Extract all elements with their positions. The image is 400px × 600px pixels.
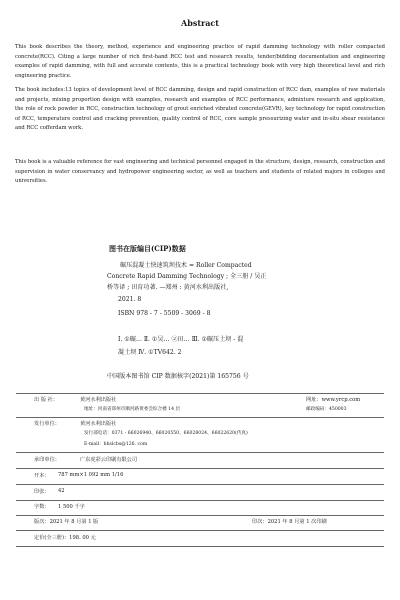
publisher-name: 黄河水利出版社 — [80, 397, 117, 403]
cip-title: 图书在版编目(CIP)数据 — [109, 244, 186, 253]
cip-isbn: ISBN 978 - 7 - 5509 - 3069 - 8 — [118, 310, 211, 317]
bottom-rule — [16, 546, 384, 547]
distributor-label: 发行单位： — [34, 421, 60, 427]
cip-verification: 中国版本图书馆 CIP 数据核字(2021)第 165756 号 — [107, 373, 249, 380]
address: 地址：河南省郑州市顺河路黄委会综合楼 14 层 — [84, 407, 181, 412]
email: E-mail：hhslcbs@126. com — [84, 442, 148, 447]
cip-entry-line: 碾压混凝土快速筑坝技术 = Roller Compacted — [120, 262, 252, 269]
row-label: 承印单位： — [34, 457, 60, 463]
abstract-heading: Abstract — [181, 18, 219, 28]
row-value: 广东虎彩云印刷有限公司 — [80, 457, 138, 463]
abstract-paragraph-1: This book describes the theory, method, experience and engineering practice of rapid damming technology with roller compacted concrete(RCC). Citing a large number of rich first-hand RCC test and research results, tender/bidding documentation and engineering examples of rapid damming, with full and accurate contents, this is a practical technology book with very high theoretical level and rich engineering practice. — [15, 44, 385, 79]
top-rule — [16, 393, 384, 394]
distributor-name: 黄河水利出版社 — [80, 421, 117, 427]
edition: 版次：2021 年 8 月第 1 版 — [34, 519, 99, 525]
divider — [16, 468, 384, 469]
printing: 印次：2021 年 8 月第 1 次印刷 — [252, 519, 327, 525]
abstract-paragraph-3: This book is a valuable reference for vast engineering and technical personnel engaged in the structure, design, research, construction and supervision in water conservancy and hydropower engineering sector, as well as teachers and students of related majors in colleges and universities. — [15, 159, 385, 185]
row-label: 开本： — [34, 473, 50, 479]
row-value: 787 mm×1 092 mm 1/16 — [58, 472, 124, 478]
cip-entry-line: Concrete Rapid Damming Technology ; 全三册 / 吴正 — [107, 273, 267, 280]
abstract-paragraph-2: The book includes:13 topics of development level of RCC damming, design and rapid construction of RCC dam, examples of raw materials and projects, mixing proportion design with examples, research and examples of RCC performance, admixture research and application, the role of rock powder in RCC, construction technology of grout enriched vibrated concrete(GEVR), key technology for rapid construction of RCC, temperature control and cracking prevention, quality control of RCC, core sample pressurizing water and in-situ shear resistance and RCC cofferdam work. — [15, 87, 385, 132]
row-value: 1 500 千字 — [58, 504, 85, 510]
row-label: 印张： — [34, 489, 50, 495]
divider — [16, 500, 384, 501]
cip-class-line: Ⅰ. ①碾… Ⅱ. ①吴… ②田… Ⅲ. ①碾压土坝 - 混 — [118, 336, 244, 343]
divider — [16, 530, 384, 531]
cip-class-line: 凝土坝 Ⅳ. ①TV642. 2 — [118, 349, 182, 356]
postcode: 邮政编码：450003 — [306, 407, 347, 412]
divider — [16, 452, 384, 453]
cip-entry-line: 2021. 8 — [118, 296, 142, 303]
publisher-label: 出 版 社： — [34, 397, 59, 403]
row-value: 42 — [58, 488, 65, 494]
cip-entry-line: 桥等译 ; 田育功著. —郑州 : 黄河水利出版社, — [107, 284, 229, 291]
price: 定价(全三册)：198. 00 元 — [34, 535, 96, 541]
website: 网址：www.yrcp.com — [306, 397, 361, 403]
phone: 发行部电话：0371 - 66026940、66020550、66028024、66022620(传真) — [84, 431, 248, 436]
row-label: 字数： — [34, 504, 50, 510]
divider — [16, 515, 384, 516]
divider — [16, 484, 384, 485]
divider — [16, 417, 384, 418]
